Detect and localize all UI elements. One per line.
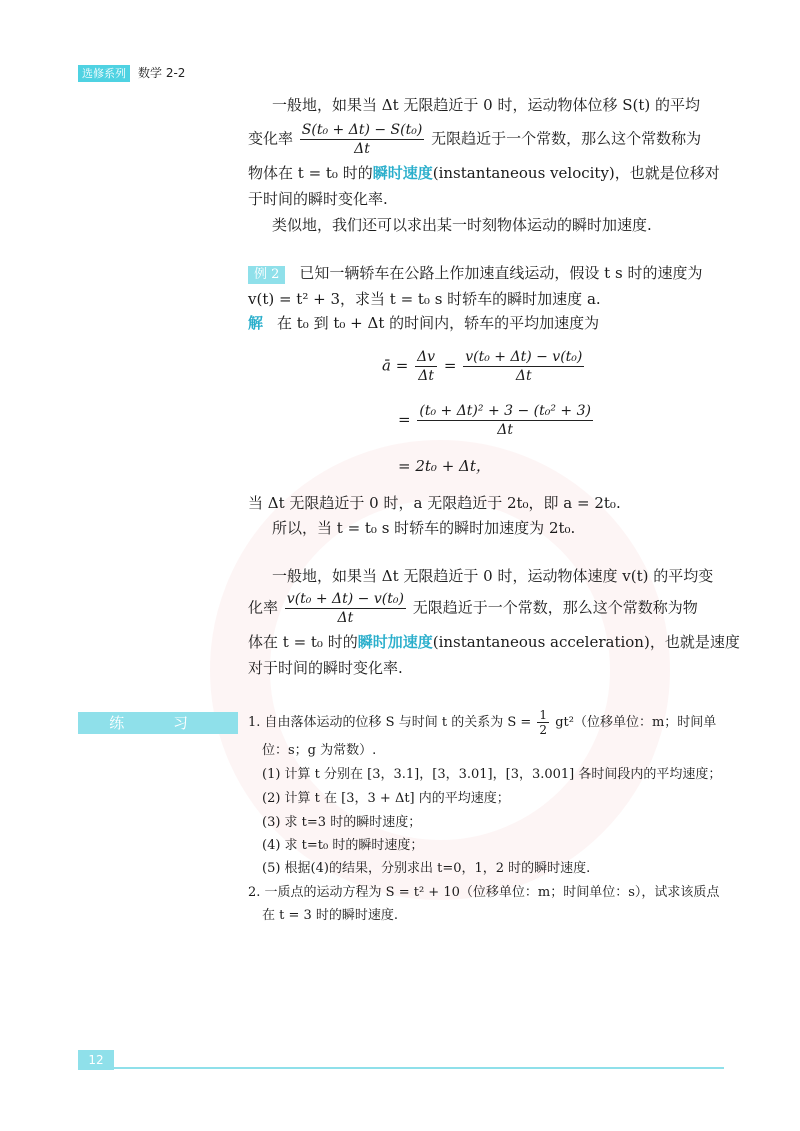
para1-line2 <box>248 121 701 158</box>
conclusion-line2: 所以，当 t = t₀ s 时轿车的瞬时加速度为 2t₀. <box>272 519 576 537</box>
para1-line3-post: (instantaneous velocity)，也就是位移对 <box>432 164 720 182</box>
solution-text: 在 t₀ 到 t₀ + Δt 的时间内，轿车的平均加速度为 <box>277 314 600 332</box>
eq1-num2: v(t₀ + Δt) − v(t₀) <box>465 349 583 365</box>
fraction-denominator: Δt <box>354 141 370 157</box>
para2-line2-post: 无限趋近于一个常数，那么这个常数称为物 <box>412 598 698 617</box>
para2-line4: 对于时间的瞬时变化率. <box>248 659 403 677</box>
eq1-num: Δv <box>417 349 436 365</box>
avg-accel-fraction <box>285 590 406 627</box>
practice-label: 练 习 <box>109 714 210 732</box>
footer-rule <box>114 1067 724 1069</box>
q1-post: gt²（位移单位：m；时间单 <box>555 715 717 730</box>
question-1-sub2: (2) 计算 t 在 [3，3 + Δt] 内的平均速度； <box>262 791 510 806</box>
eq1-equals: = <box>443 356 457 375</box>
solution-tag: 解 <box>248 314 264 332</box>
equation-1 <box>382 348 586 385</box>
para1-line3-pre: 物体在 t = t₀ 时的 <box>248 164 373 182</box>
question-1-sub4: (4) 求 t=t₀ 时的瞬时速度； <box>262 838 424 853</box>
example-text-1: 已知一辆轿车在公路上作加速直线运动，假设 t s 时的速度为 <box>299 264 703 282</box>
term-instantaneous-velocity: 瞬时速度 <box>372 164 433 182</box>
page-number: 12 <box>78 1050 114 1070</box>
q1-den: 2 <box>539 723 548 737</box>
eq1-den: Δt <box>418 368 434 384</box>
eq1-den2: Δt <box>515 368 532 384</box>
eq2-equals: = <box>398 410 411 429</box>
term-instantaneous-acceleration: 瞬时加速度 <box>357 633 433 651</box>
avg-rate-fraction <box>300 121 425 158</box>
question-1-line2: 位：s；g 为常数）. <box>262 743 377 758</box>
question-1-sub5: (5) 根据(4)的结果，分别求出 t=0，1，2 时的瞬时速度. <box>262 861 591 876</box>
eq2-fraction <box>417 402 593 439</box>
eq1-lhs: ā = <box>382 356 409 375</box>
equation-3: = 2t₀ + Δt， <box>398 457 491 475</box>
question-2-line1: 2. 一质点的运动方程为 S = t² + 10（位移单位：m；时间单位：s），试求该质点 <box>248 885 720 900</box>
equation-2 <box>398 402 595 439</box>
example-tag: 例 2 <box>248 266 285 284</box>
solution-line1 <box>248 313 599 333</box>
book-title: 数学 2-2 <box>138 66 186 80</box>
question-1-line1 <box>248 708 716 737</box>
para1-line3 <box>248 163 720 183</box>
series-tag: 选修系列 <box>78 65 130 82</box>
conclusion-line1: 当 Δt 无限趋近于 0 时，a 无限趋近于 2t₀，即 a = 2t₀. <box>248 494 621 512</box>
practice-header <box>78 712 238 734</box>
para2-den: Δt <box>337 610 354 626</box>
para1-line1: 一般地，如果当 Δt 无限趋近于 0 时，运动物体位移 S(t) 的平均 <box>272 96 701 114</box>
para2-line2-pre: 化率 <box>248 598 279 617</box>
example-line1 <box>248 263 702 284</box>
para1-line2-pre: 变化率 <box>248 129 294 148</box>
eq1-fraction-a <box>415 348 437 385</box>
para1-line5: 类似地，我们还可以求出某一时刻物体运动的瞬时加速度. <box>272 216 652 234</box>
para2-line2 <box>248 590 698 627</box>
eq2-num: (t₀ + Δt)² + 3 − (t₀² + 3) <box>419 403 591 419</box>
q1-pre: 1. 自由落体运动的位移 S 与时间 t 的关系为 S = <box>248 715 532 730</box>
para1-line4: 于时间的瞬时变化率. <box>248 190 388 208</box>
eq1-fraction-b <box>463 348 584 385</box>
para2-num: v(t₀ + Δt) − v(t₀) <box>286 591 404 607</box>
para2-line3 <box>248 632 740 652</box>
question-1-sub3: (3) 求 t=3 时的瞬时速度； <box>262 815 422 830</box>
q1-half-fraction <box>537 708 549 737</box>
para2-line3-post: (instantaneous acceleration)，也就是速度 <box>432 633 740 651</box>
example-line2: v(t) = t² + 3，求当 t = t₀ s 时轿车的瞬时加速度 a. <box>248 290 601 308</box>
para2-line1: 一般地，如果当 Δt 无限趋近于 0 时，运动物体速度 v(t) 的平均变 <box>272 567 714 585</box>
q1-num: 1 <box>539 708 548 722</box>
question-2-line2: 在 t = 3 时的瞬时速度. <box>262 908 399 923</box>
para2-line3-pre: 体在 t = t₀ 时的 <box>248 633 358 651</box>
eq2-den: Δt <box>497 422 514 438</box>
fraction-numerator: S(t₀ + Δt) − S(t₀) <box>301 122 423 138</box>
question-1-sub1: (1) 计算 t 分别在 [3，3.1]，[3，3.01]，[3，3.001] 各时间段内的平均速度； <box>262 767 722 782</box>
para1-line2-post: 无限趋近于一个常数，那么这个常数称为 <box>431 129 702 148</box>
